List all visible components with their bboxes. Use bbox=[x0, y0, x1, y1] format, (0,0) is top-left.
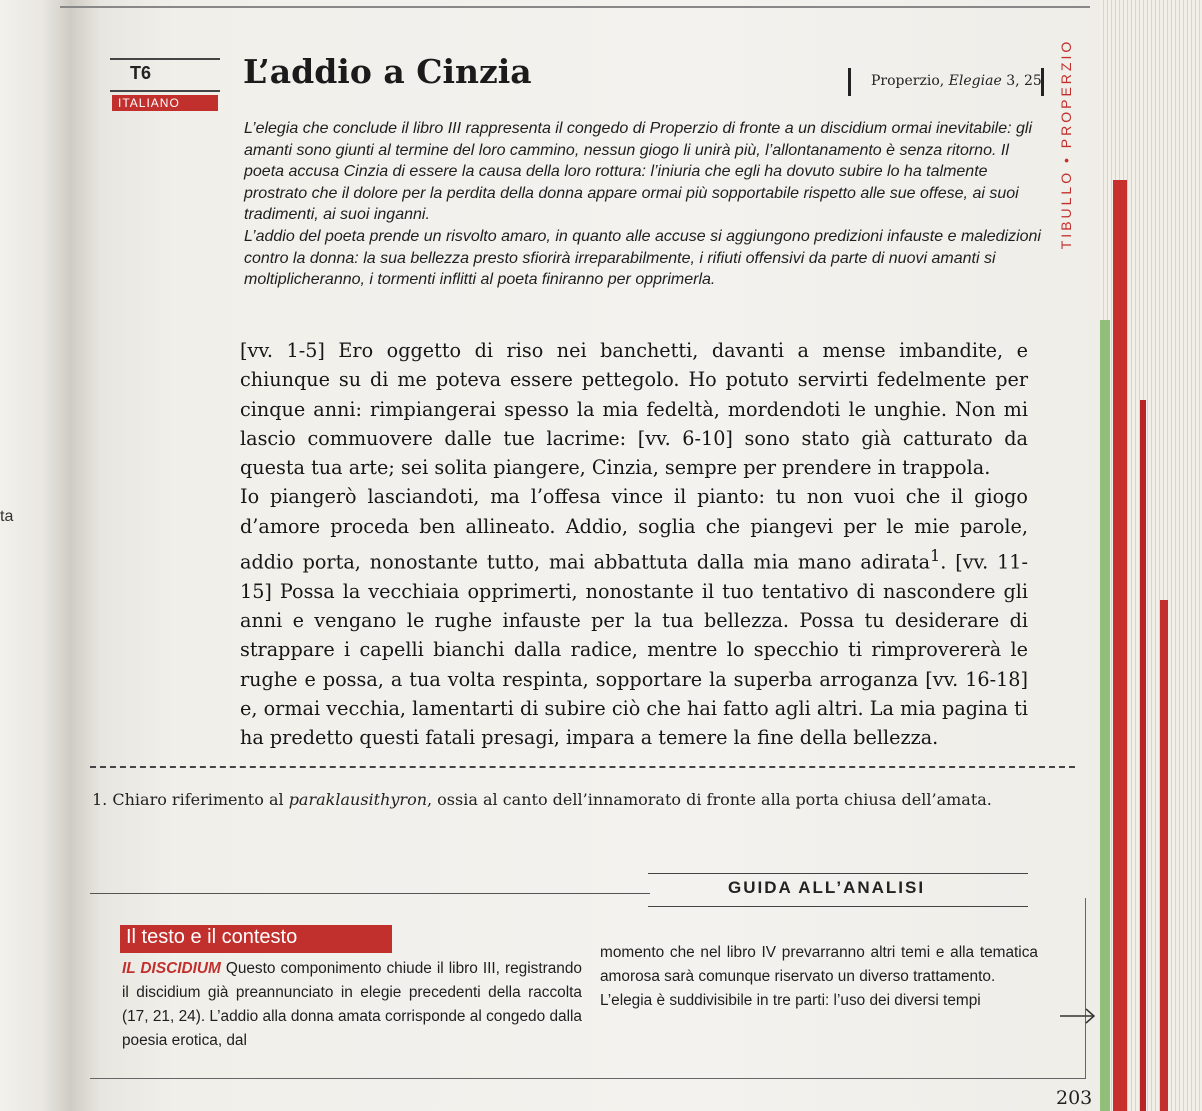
body-paragraph-2 bbox=[240, 482, 1028, 752]
footnote-text-before: Chiaro riferimento al bbox=[112, 790, 289, 809]
footnote-ref: 1 bbox=[930, 546, 941, 566]
page-number: 203 bbox=[1056, 1087, 1093, 1109]
footnote-text-after: , ossia al canto dell’innamorato di fronte alla porta chiusa dell’amata. bbox=[427, 790, 992, 809]
footnote-number: 1. bbox=[92, 790, 108, 809]
guide-column-right bbox=[600, 941, 1038, 1013]
intro-paragraph-2: L’addio del poeta prende un risvolto amaro, in quanto alle accuse si aggiungono predizioni infauste e maledizioni contro la donna: la sua bellezza presto sfiorirà irreparabilmente, i rifiuti offensivi da parte di nuovi amanti si moltiplicheranno, i tormenti inflitti al poeta finiranno per opprimerla. bbox=[244, 227, 1041, 289]
continue-arrow-icon bbox=[1058, 1006, 1098, 1026]
edge-marker-red bbox=[1113, 180, 1127, 1111]
guide-header-text: GUIDA ALL’ANALISI bbox=[728, 878, 926, 897]
work-title: Elegiae bbox=[948, 73, 1002, 89]
footnote bbox=[92, 790, 992, 809]
edge-marker-red-2 bbox=[1140, 400, 1146, 1111]
guide-right-paragraph-2: L’elegia è suddivisibile in tre parti: l’uso dei diversi tempi bbox=[600, 992, 981, 1009]
body-paragraph-1: [vv. 1-5] Ero oggetto di riso nei banchetti, davanti a mense imbandite, e chiunque su di me poteva essere pettegolo. Ho potuto servirti fedelmente per cinque anni: rimpiangerai spesso la mia fedeltà, mordendoti le unghie. Non mi lascio commuovere dalle tue lacrime: [vv. 6-10] sono stato già catturato da questa tua arte; sei solita piangere, Cinzia, sempre per prendere in trappola. bbox=[240, 339, 1028, 480]
guide-left-text: Questo componimento chiude il libro III, registrando il discidium già preannunciato in elegie precedenti della raccolta (17, 21, 24). L’addio alla donna amata corrisponde al congedo dalla poesia erotica, dal bbox=[122, 960, 582, 1049]
chapter-side-label-text: TIBULLO • PROPERZIO bbox=[1058, 38, 1074, 250]
footnote-divider bbox=[90, 766, 1075, 768]
guide-left-lead: IL DISCIDIUM bbox=[122, 960, 221, 977]
edge-marker-green bbox=[1100, 320, 1110, 1111]
language-badge: ITALIANO bbox=[112, 95, 218, 111]
author-citation bbox=[871, 73, 1042, 89]
previous-page-edge bbox=[0, 0, 70, 1111]
body-paragraph-2-start: Io piangerò lasciandoti, ma l’offesa vince il pianto: tu non vuoi che il giogo d’amore proceda ben allineato. Addio, soglia che piangevi per le mie parole, addio porta, nonostante tutto, mai abbattuta dalla mia mano adirata bbox=[240, 485, 1028, 574]
section-title: Il testo e il contesto bbox=[126, 926, 298, 948]
intro-paragraph-1: L’elegia che conclude il libro III rappresenta il congedo di Properzio di fronte a un discidium ormai inevitabile: gli amanti sono giunti al termine del loro cammino, nessun giogo li unirà più, l’allontanamento è senza ritorno. Il poeta accusa Cinzia di essere la causa della loro rottura: l’iniuria che egli ha dovuto subire lo ha talmente prostrato che il dolore per la perdita della donna appare ormai più sopportabile rispetto alle sue offese, ai suoi tradimenti, ai suoi inganni. bbox=[244, 120, 1032, 224]
author-name: Properzio, bbox=[871, 73, 945, 89]
guide-column-left bbox=[122, 957, 582, 1053]
previous-page-fragment: ta bbox=[0, 508, 14, 525]
guide-right-paragraph-1: momento che nel libro IV prevarranno altri temi e alla tematica amorosa sarà comunque riservato un diverso trattamento. bbox=[600, 944, 1038, 985]
top-rule bbox=[60, 6, 1090, 8]
text-number-tag bbox=[110, 58, 220, 92]
text-number: T6 bbox=[130, 63, 152, 83]
body-paragraph-2-end: . [vv. 11-15] Possa la vecchiaia opprimerti, nonostante il tuo tentativo di nascondere gli anni e vengano le rughe infauste per la tua bellezza. Possa tu desiderare di strappare i capelli bianchi dalla radice, mentre lo specchio ti rimprovererà le rughe e possa, a tua volta respinta, sopportare la superba arroganza [vv. 16-18] e, ormai vecchia, lamentarti di subire ciò che hai fatto agli altri. La mia pagina ti ha predetto questi fatali presagi, impara a temere la fine della bellezza. bbox=[240, 550, 1029, 750]
guide-rule bbox=[90, 893, 650, 894]
edge-marker-red-3 bbox=[1160, 600, 1168, 1111]
page-title: L’addio a Cinzia bbox=[243, 52, 532, 91]
footnote-term: paraklausithyron bbox=[288, 790, 427, 809]
translation-text bbox=[240, 336, 1028, 753]
introduction bbox=[244, 118, 1046, 291]
work-ref: 3, 25 bbox=[1006, 73, 1042, 89]
guide-left-paragraph bbox=[122, 957, 582, 1053]
section-title-badge bbox=[120, 925, 392, 953]
source-reference bbox=[848, 68, 1044, 96]
